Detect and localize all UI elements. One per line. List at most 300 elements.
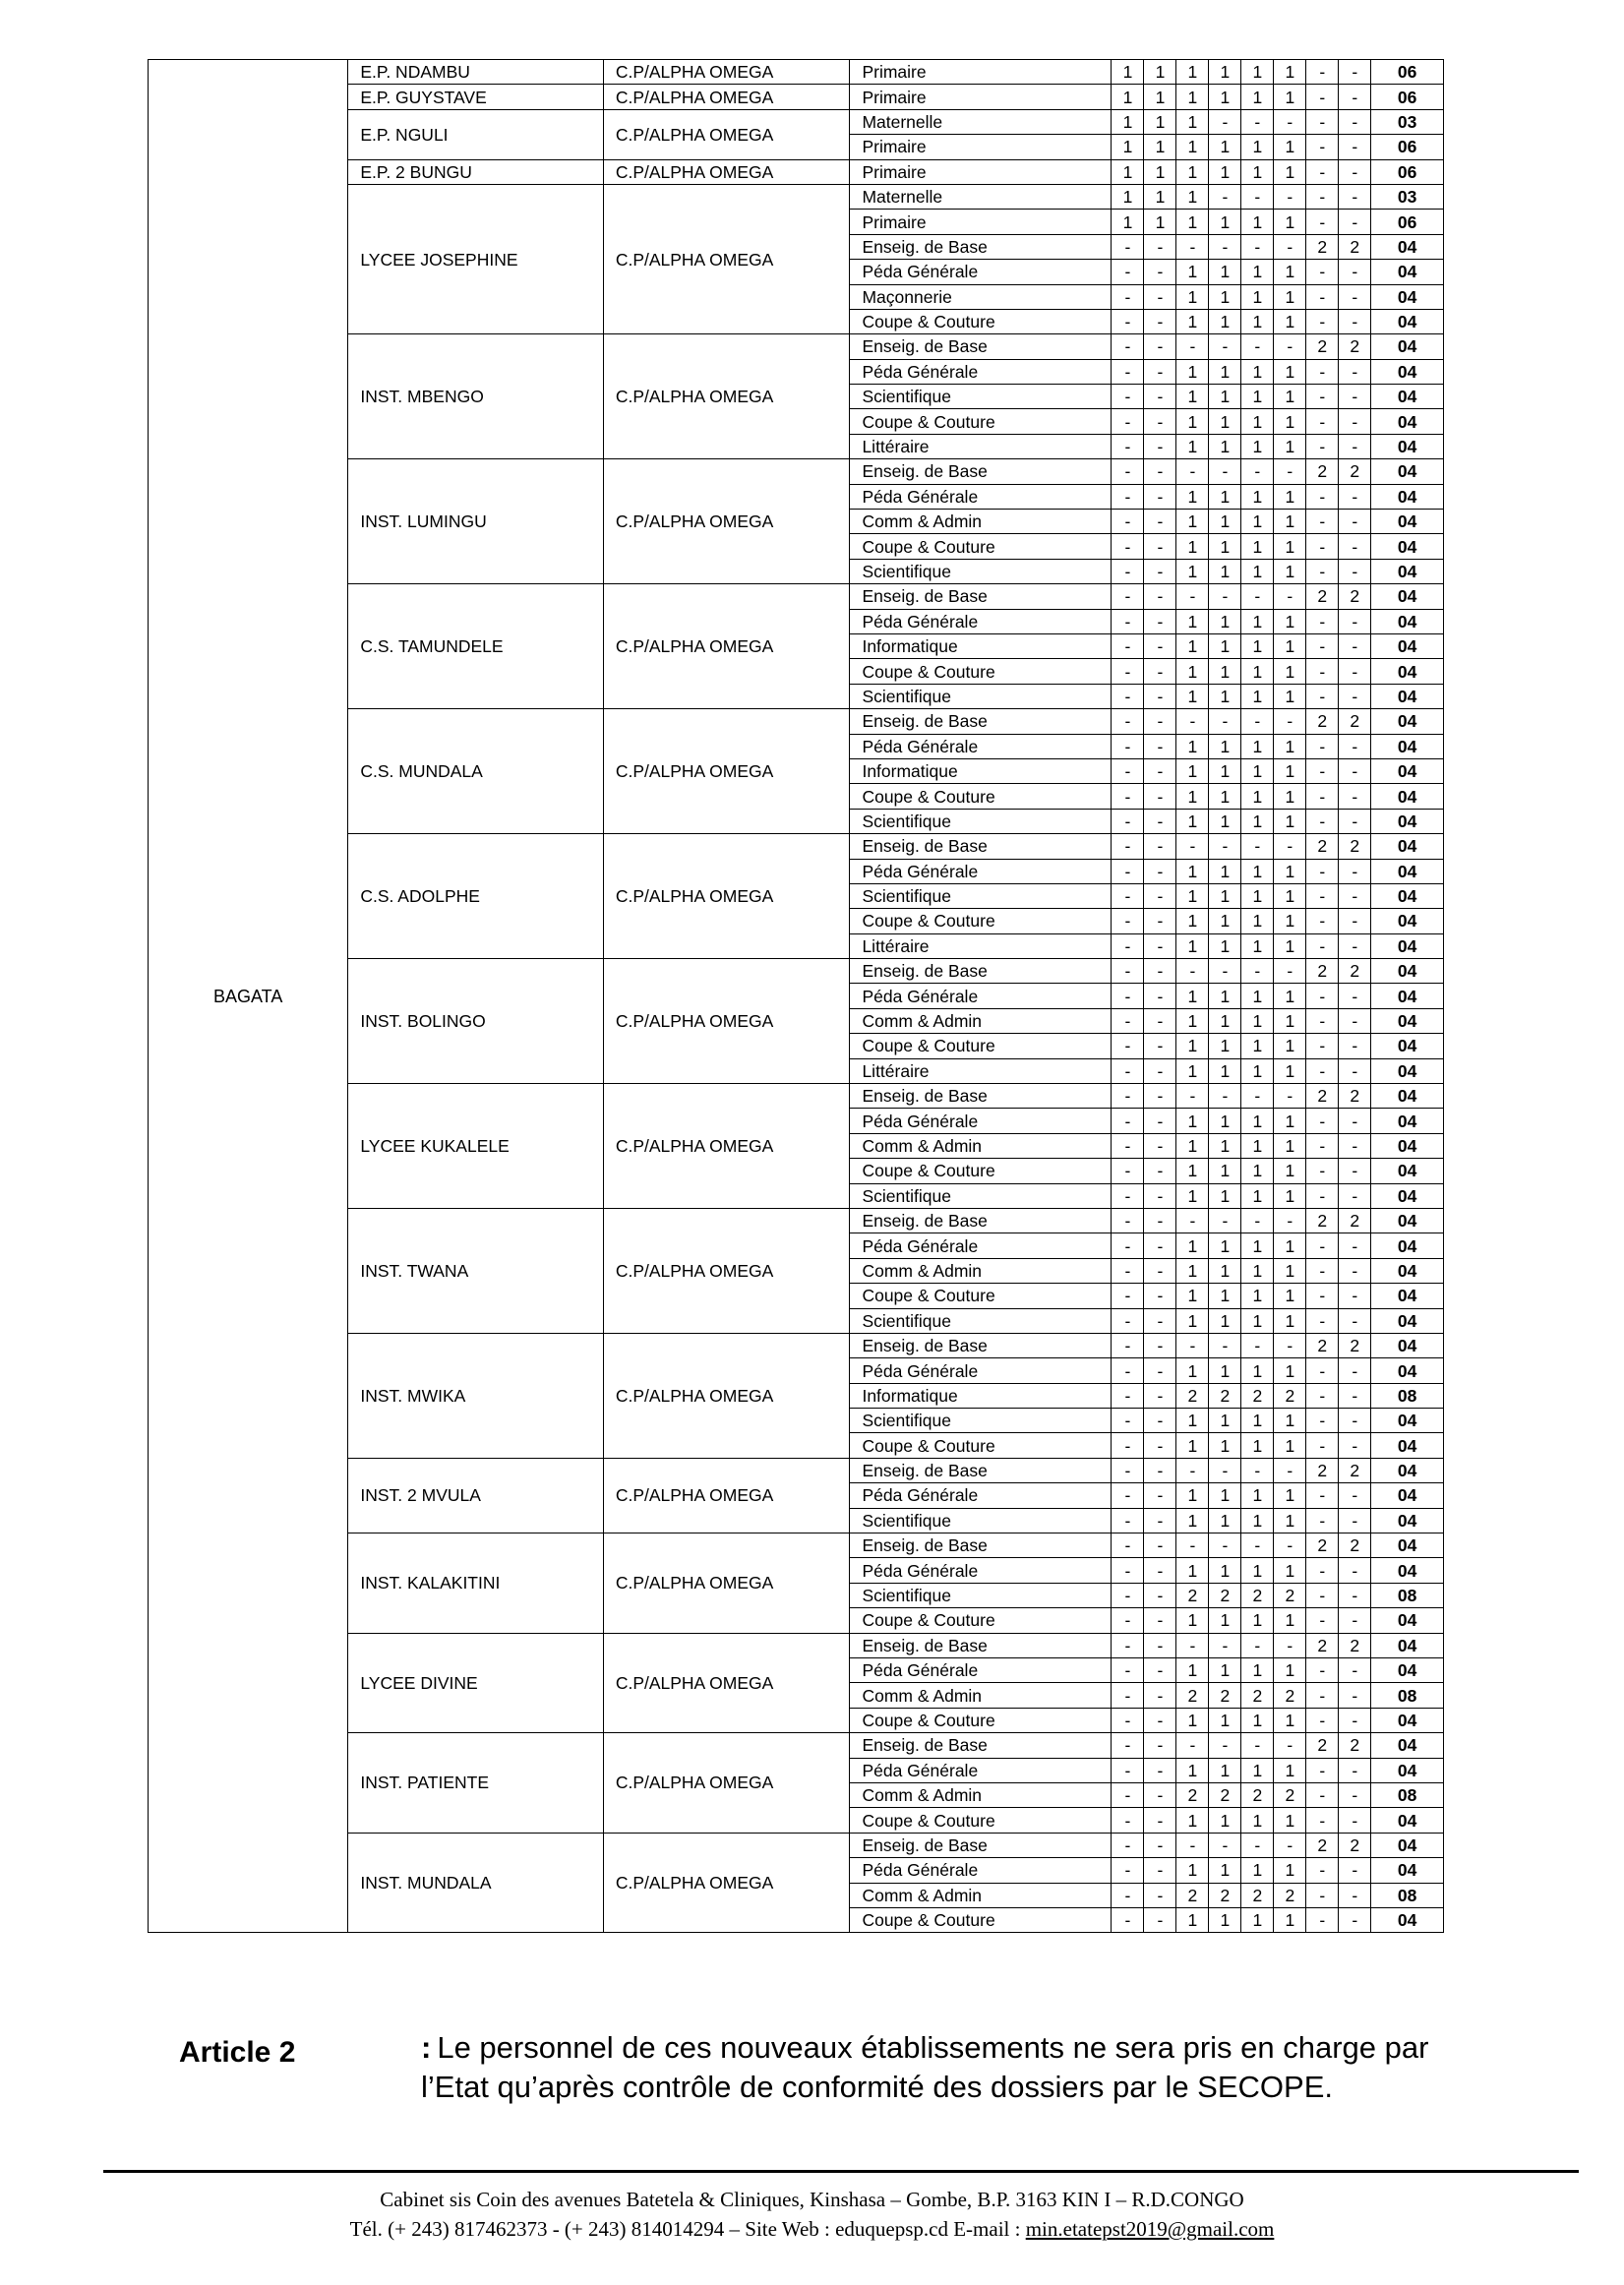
total-cell: 04 — [1371, 784, 1444, 809]
count-cell: - — [1144, 883, 1176, 908]
total-cell: 04 — [1371, 1458, 1444, 1482]
count-cell: - — [1339, 659, 1371, 684]
article-colon: : — [421, 2030, 432, 2065]
count-cell: - — [1112, 1409, 1144, 1433]
count-cell: 1 — [1209, 1358, 1241, 1383]
count-cell: 1 — [1209, 409, 1241, 434]
count-cell: 1 — [1241, 1358, 1274, 1383]
option-cell: Péda Générale — [850, 1358, 1112, 1383]
count-cell: - — [1209, 1458, 1241, 1482]
count-cell: 1 — [1209, 385, 1241, 409]
count-cell: 2 — [1339, 459, 1371, 484]
count-cell: 1 — [1176, 909, 1209, 933]
option-cell: Scientifique — [850, 1409, 1112, 1433]
count-cell: - — [1144, 584, 1176, 609]
total-cell: 04 — [1371, 1233, 1444, 1258]
count-cell: - — [1306, 1907, 1339, 1932]
count-cell: - — [1144, 984, 1176, 1008]
count-cell: 1 — [1209, 1708, 1241, 1732]
option-cell: Enseig. de Base — [850, 459, 1112, 484]
option-cell: Primaire — [850, 85, 1112, 109]
total-cell: 04 — [1371, 1008, 1444, 1033]
count-cell: 1 — [1176, 758, 1209, 783]
option-cell: Enseig. de Base — [850, 334, 1112, 359]
count-cell: - — [1144, 1658, 1176, 1683]
count-cell: 1 — [1144, 85, 1176, 109]
count-cell: 1 — [1241, 1034, 1274, 1058]
count-cell: 1 — [1274, 734, 1306, 758]
count-cell: 1 — [1209, 609, 1241, 633]
count-cell: - — [1339, 109, 1371, 134]
count-cell: - — [1209, 1333, 1241, 1357]
count-cell: - — [1144, 859, 1176, 883]
gestion-cell: C.P/ALPHA OMEGA — [603, 584, 850, 709]
count-cell: - — [1144, 1858, 1176, 1883]
count-cell: - — [1339, 1409, 1371, 1433]
count-cell: 1 — [1274, 1358, 1306, 1383]
gestion-cell: C.P/ALPHA OMEGA — [603, 109, 850, 159]
option-cell: Scientifique — [850, 559, 1112, 583]
count-cell: - — [1274, 834, 1306, 859]
gestion-cell: C.P/ALPHA OMEGA — [603, 1533, 850, 1634]
count-cell: - — [1306, 510, 1339, 534]
count-cell: - — [1112, 758, 1144, 783]
count-cell: - — [1112, 859, 1144, 883]
option-cell: Comm & Admin — [850, 1133, 1112, 1158]
count-cell: 2 — [1209, 1383, 1241, 1408]
count-cell: 1 — [1209, 559, 1241, 583]
count-cell: 2 — [1339, 834, 1371, 859]
count-cell: 1 — [1274, 684, 1306, 708]
school-name-cell: LYCEE DIVINE — [348, 1633, 603, 1733]
count-cell: 1 — [1241, 859, 1274, 883]
count-cell: - — [1209, 1084, 1241, 1109]
count-cell: - — [1112, 1907, 1144, 1932]
count-cell: - — [1339, 1159, 1371, 1183]
count-cell: - — [1306, 1782, 1339, 1807]
gestion-cell: C.P/ALPHA OMEGA — [603, 85, 850, 109]
count-cell: 1 — [1241, 784, 1274, 809]
count-cell: 1 — [1209, 633, 1241, 658]
count-cell: - — [1306, 1133, 1339, 1158]
total-cell: 04 — [1371, 260, 1444, 284]
count-cell: - — [1306, 1308, 1339, 1333]
option-cell: Comm & Admin — [850, 1258, 1112, 1283]
gestion-cell: C.P/ALPHA OMEGA — [603, 1333, 850, 1458]
count-cell: - — [1144, 309, 1176, 333]
count-cell: - — [1339, 758, 1371, 783]
count-cell: 2 — [1339, 1208, 1371, 1233]
count-cell: - — [1112, 459, 1144, 484]
article-text: Le personnel de ces nouveaux établissements ne sera pris en charge par l’Etat qu’après contrôle de conformité des dossiers par le SECOPE. — [421, 2030, 1429, 2104]
count-cell: - — [1339, 484, 1371, 509]
count-cell: - — [1144, 1008, 1176, 1033]
count-cell: - — [1112, 1284, 1144, 1308]
count-cell: 1 — [1241, 1433, 1274, 1458]
count-cell: - — [1176, 1084, 1209, 1109]
option-cell: Péda Générale — [850, 859, 1112, 883]
option-cell: Primaire — [850, 135, 1112, 159]
count-cell: 1 — [1241, 1159, 1274, 1183]
count-cell: - — [1241, 1458, 1274, 1482]
count-cell: - — [1339, 1858, 1371, 1883]
count-cell: 1 — [1241, 1258, 1274, 1283]
option-cell: Coupe & Couture — [850, 1708, 1112, 1732]
count-cell: - — [1112, 1858, 1144, 1883]
count-cell: 1 — [1209, 1034, 1241, 1058]
total-cell: 04 — [1371, 1833, 1444, 1857]
count-cell: - — [1241, 459, 1274, 484]
option-cell: Scientifique — [850, 883, 1112, 908]
count-cell: 2 — [1339, 959, 1371, 984]
count-cell: - — [1112, 1758, 1144, 1782]
total-cell: 06 — [1371, 210, 1444, 234]
school-name-cell: C.S. TAMUNDELE — [348, 584, 603, 709]
count-cell: 2 — [1176, 1583, 1209, 1607]
count-cell: - — [1144, 484, 1176, 509]
option-cell: Scientifique — [850, 385, 1112, 409]
count-cell: 1 — [1241, 210, 1274, 234]
count-cell: 1 — [1274, 1308, 1306, 1333]
count-cell: - — [1209, 709, 1241, 734]
count-cell: 1 — [1176, 1658, 1209, 1683]
count-cell: - — [1339, 609, 1371, 633]
count-cell: 1 — [1209, 1558, 1241, 1583]
count-cell: - — [1306, 1233, 1339, 1258]
count-cell: 1 — [1209, 1258, 1241, 1283]
total-cell: 04 — [1371, 1907, 1444, 1932]
count-cell: 1 — [1274, 1008, 1306, 1033]
count-cell: 2 — [1306, 459, 1339, 484]
count-cell: 2 — [1274, 1383, 1306, 1408]
count-cell: 1 — [1241, 1483, 1274, 1508]
total-cell: 08 — [1371, 1683, 1444, 1708]
count-cell: - — [1339, 60, 1371, 85]
count-cell: 1 — [1176, 1433, 1209, 1458]
count-cell: - — [1144, 1058, 1176, 1083]
option-cell: Enseig. de Base — [850, 1633, 1112, 1657]
count-cell: - — [1306, 60, 1339, 85]
option-cell: Enseig. de Base — [850, 959, 1112, 984]
count-cell: - — [1112, 510, 1144, 534]
count-cell: 1 — [1274, 1758, 1306, 1782]
count-cell: - — [1144, 260, 1176, 284]
total-cell: 04 — [1371, 933, 1444, 958]
count-cell: 1 — [1241, 1308, 1274, 1333]
count-cell: 1 — [1209, 1308, 1241, 1333]
count-cell: 2 — [1339, 709, 1371, 734]
count-cell: 1 — [1274, 809, 1306, 833]
count-cell: - — [1306, 1558, 1339, 1583]
count-cell: 1 — [1274, 60, 1306, 85]
total-cell: 04 — [1371, 1358, 1444, 1383]
count-cell: 1 — [1274, 1233, 1306, 1258]
count-cell: - — [1339, 1483, 1371, 1508]
count-cell: 1 — [1176, 1258, 1209, 1283]
count-cell: 2 — [1209, 1683, 1241, 1708]
count-cell: - — [1339, 1284, 1371, 1308]
count-cell: - — [1274, 709, 1306, 734]
option-cell: Péda Générale — [850, 1558, 1112, 1583]
school-name-cell: E.P. NDAMBU — [348, 60, 603, 85]
option-cell: Péda Générale — [850, 484, 1112, 509]
count-cell: - — [1339, 1183, 1371, 1208]
count-cell: - — [1306, 809, 1339, 833]
count-cell: - — [1112, 484, 1144, 509]
option-cell: Coupe & Couture — [850, 1284, 1112, 1308]
count-cell: 2 — [1209, 1883, 1241, 1907]
count-cell: - — [1112, 1608, 1144, 1633]
count-cell: 1 — [1209, 60, 1241, 85]
count-cell: 1 — [1176, 159, 1209, 184]
count-cell: 2 — [1209, 1782, 1241, 1807]
count-cell: 1 — [1241, 1808, 1274, 1833]
count-cell: - — [1112, 1633, 1144, 1657]
school-name-cell: INST. 2 MVULA — [348, 1458, 603, 1533]
option-cell: Péda Générale — [850, 1858, 1112, 1883]
count-cell: - — [1339, 1558, 1371, 1583]
count-cell: 1 — [1241, 1409, 1274, 1433]
count-cell: - — [1144, 1383, 1176, 1408]
count-cell: 1 — [1176, 1508, 1209, 1533]
total-cell: 04 — [1371, 1208, 1444, 1233]
count-cell: 1 — [1176, 284, 1209, 309]
option-cell: Péda Générale — [850, 1483, 1112, 1508]
count-cell: - — [1144, 534, 1176, 559]
option-cell: Comm & Admin — [850, 1782, 1112, 1807]
count-cell: 1 — [1176, 260, 1209, 284]
total-cell: 08 — [1371, 1383, 1444, 1408]
count-cell: - — [1274, 1633, 1306, 1657]
count-cell: 1 — [1176, 85, 1209, 109]
count-cell: - — [1339, 385, 1371, 409]
total-cell: 04 — [1371, 559, 1444, 583]
total-cell: 04 — [1371, 1034, 1444, 1058]
count-cell: 2 — [1306, 1533, 1339, 1558]
count-cell: 1 — [1209, 659, 1241, 684]
count-cell: 2 — [1306, 584, 1339, 609]
count-cell: - — [1176, 709, 1209, 734]
total-cell: 08 — [1371, 1883, 1444, 1907]
count-cell: 1 — [1176, 1308, 1209, 1333]
count-cell: - — [1306, 359, 1339, 384]
count-cell: 1 — [1209, 284, 1241, 309]
count-cell: 1 — [1241, 1708, 1274, 1732]
count-cell: - — [1144, 234, 1176, 259]
count-cell: - — [1144, 1533, 1176, 1558]
school-name-cell: INST. PATIENTE — [348, 1733, 603, 1834]
count-cell: - — [1144, 1583, 1176, 1607]
count-cell: 1 — [1144, 184, 1176, 209]
total-cell: 04 — [1371, 959, 1444, 984]
total-cell: 04 — [1371, 684, 1444, 708]
count-cell: - — [1176, 1333, 1209, 1357]
count-cell: - — [1144, 1208, 1176, 1233]
count-cell: 2 — [1306, 234, 1339, 259]
count-cell: - — [1209, 234, 1241, 259]
count-cell: - — [1241, 1733, 1274, 1758]
count-cell: 1 — [1176, 510, 1209, 534]
school-name-cell: INST. MWIKA — [348, 1333, 603, 1458]
count-cell: 1 — [1209, 1758, 1241, 1782]
count-cell: - — [1112, 1683, 1144, 1708]
count-cell: - — [1339, 1508, 1371, 1533]
count-cell: - — [1274, 959, 1306, 984]
count-cell: - — [1144, 758, 1176, 783]
count-cell: - — [1112, 1833, 1144, 1857]
count-cell: 2 — [1339, 1733, 1371, 1758]
count-cell: - — [1112, 984, 1144, 1008]
option-cell: Comm & Admin — [850, 1683, 1112, 1708]
count-cell: - — [1306, 933, 1339, 958]
count-cell: 1 — [1209, 1008, 1241, 1033]
count-cell: - — [1306, 210, 1339, 234]
count-cell: - — [1112, 709, 1144, 734]
count-cell: - — [1339, 1907, 1371, 1932]
total-cell: 04 — [1371, 510, 1444, 534]
count-cell: 1 — [1274, 909, 1306, 933]
table-row — [149, 60, 1444, 85]
count-cell: 1 — [1241, 484, 1274, 509]
count-cell: - — [1306, 1383, 1339, 1408]
count-cell: - — [1144, 1433, 1176, 1458]
total-cell: 03 — [1371, 184, 1444, 209]
option-cell: Enseig. de Base — [850, 709, 1112, 734]
count-cell: - — [1241, 334, 1274, 359]
count-cell: 1 — [1209, 909, 1241, 933]
count-cell: - — [1339, 210, 1371, 234]
count-cell: - — [1112, 434, 1144, 458]
school-name-cell: E.P. 2 BUNGU — [348, 159, 603, 184]
count-cell: - — [1306, 184, 1339, 209]
count-cell: - — [1274, 584, 1306, 609]
count-cell: 1 — [1241, 1058, 1274, 1083]
count-cell: - — [1112, 260, 1144, 284]
count-cell: 1 — [1274, 559, 1306, 583]
footer-email-link[interactable]: min.etatepst2019@gmail.com — [1025, 2217, 1275, 2241]
count-cell: - — [1112, 1333, 1144, 1357]
count-cell: - — [1144, 1907, 1176, 1932]
count-cell: 1 — [1176, 1758, 1209, 1782]
count-cell: - — [1241, 709, 1274, 734]
gestion-cell: C.P/ALPHA OMEGA — [603, 184, 850, 333]
count-cell: - — [1144, 1333, 1176, 1357]
count-cell: - — [1306, 85, 1339, 109]
option-cell: Coupe & Couture — [850, 1608, 1112, 1633]
total-cell: 04 — [1371, 1133, 1444, 1158]
count-cell: 1 — [1241, 159, 1274, 184]
total-cell: 04 — [1371, 1483, 1444, 1508]
count-cell: 1 — [1274, 1058, 1306, 1083]
option-cell: Enseig. de Base — [850, 584, 1112, 609]
count-cell: 1 — [1176, 1608, 1209, 1633]
count-cell: 1 — [1209, 1183, 1241, 1208]
count-cell: - — [1112, 1733, 1144, 1758]
count-cell: - — [1306, 1183, 1339, 1208]
count-cell: 1 — [1176, 534, 1209, 559]
count-cell: - — [1112, 1034, 1144, 1058]
count-cell: 1 — [1209, 758, 1241, 783]
count-cell: 2 — [1176, 1683, 1209, 1708]
option-cell: Littéraire — [850, 933, 1112, 958]
count-cell: 1 — [1241, 1758, 1274, 1782]
count-cell: 1 — [1274, 1658, 1306, 1683]
total-cell: 04 — [1371, 1258, 1444, 1283]
count-cell: - — [1339, 883, 1371, 908]
count-cell: 2 — [1241, 1583, 1274, 1607]
count-cell: 1 — [1176, 1109, 1209, 1133]
option-cell: Scientifique — [850, 1183, 1112, 1208]
option-cell: Péda Générale — [850, 609, 1112, 633]
total-cell: 04 — [1371, 1858, 1444, 1883]
count-cell: - — [1339, 260, 1371, 284]
count-cell: - — [1339, 1782, 1371, 1807]
gestion-cell: C.P/ALPHA OMEGA — [603, 1633, 850, 1733]
gestion-cell: C.P/ALPHA OMEGA — [603, 159, 850, 184]
count-cell: 1 — [1274, 784, 1306, 809]
count-cell: 1 — [1274, 260, 1306, 284]
count-cell: 1 — [1209, 1159, 1241, 1183]
count-cell: 1 — [1209, 85, 1241, 109]
count-cell: 1 — [1176, 883, 1209, 908]
total-cell: 04 — [1371, 758, 1444, 783]
count-cell: - — [1112, 1558, 1144, 1583]
count-cell: 1 — [1274, 1109, 1306, 1133]
count-cell: 1 — [1241, 684, 1274, 708]
option-cell: Péda Générale — [850, 1658, 1112, 1683]
option-cell: Littéraire — [850, 434, 1112, 458]
count-cell: - — [1339, 1109, 1371, 1133]
count-cell: - — [1209, 334, 1241, 359]
total-cell: 04 — [1371, 1183, 1444, 1208]
count-cell: 1 — [1176, 1708, 1209, 1732]
gestion-cell: C.P/ALPHA OMEGA — [603, 1084, 850, 1209]
count-cell: - — [1144, 1833, 1176, 1857]
count-cell: - — [1144, 633, 1176, 658]
count-cell: 1 — [1209, 434, 1241, 458]
count-cell: - — [1112, 534, 1144, 559]
count-cell: 1 — [1241, 135, 1274, 159]
total-cell: 06 — [1371, 60, 1444, 85]
count-cell: - — [1339, 633, 1371, 658]
option-cell: Primaire — [850, 159, 1112, 184]
count-cell: - — [1274, 1084, 1306, 1109]
count-cell: - — [1306, 1109, 1339, 1133]
count-cell: - — [1306, 659, 1339, 684]
count-cell: 1 — [1209, 1483, 1241, 1508]
total-cell: 04 — [1371, 385, 1444, 409]
count-cell: - — [1144, 1883, 1176, 1907]
option-cell: Scientifique — [850, 809, 1112, 833]
option-cell: Primaire — [850, 210, 1112, 234]
count-cell: - — [1144, 510, 1176, 534]
count-cell: - — [1112, 1508, 1144, 1533]
gestion-cell: C.P/ALPHA OMEGA — [603, 1833, 850, 1933]
option-cell: Informatique — [850, 758, 1112, 783]
count-cell: 1 — [1241, 933, 1274, 958]
count-cell: 1 — [1241, 260, 1274, 284]
count-cell: 2 — [1306, 1333, 1339, 1357]
count-cell: - — [1209, 459, 1241, 484]
gestion-cell: C.P/ALPHA OMEGA — [603, 709, 850, 834]
total-cell: 04 — [1371, 584, 1444, 609]
count-cell: 1 — [1209, 883, 1241, 908]
count-cell: - — [1306, 484, 1339, 509]
count-cell: 1 — [1176, 409, 1209, 434]
count-cell: - — [1306, 1058, 1339, 1083]
count-cell: 1 — [1176, 109, 1209, 134]
footer-address: Cabinet sis Coin des avenues Batetela & Cliniques, Kinshasa – Gombe, B.P. 3163 KIN I – R.D.CONGO — [380, 2188, 1244, 2211]
